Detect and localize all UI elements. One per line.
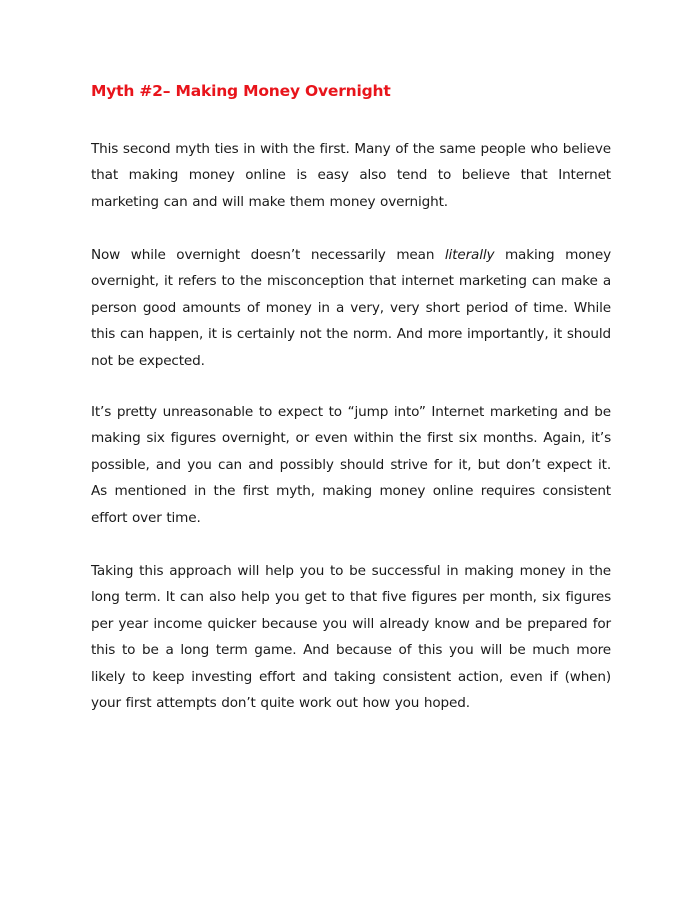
paragraph-3: It’s pretty unreasonable to expect to “jump into” Internet marketing and be making six figures overnight, or even within the first six months. Again, it’s possible, and you can and possibly should strive for it, but don’t expect it. As mentioned in the first myth, making money online requires consistent effort over time. (91, 404, 611, 526)
paragraph-4: Taking this approach will help you to be successful in making money in the long term. It can also help you get to that five figures per month, six figures per year income quicker because you will already know and be prepared for this to be a long term game. And because of this you will be much more likely to keep investing effort and taking consistent action, even if (when) your first attempts don’t quite work out how you hoped. (91, 563, 611, 712)
paragraph-2 (91, 242, 611, 374)
document-page (91, 79, 611, 712)
paragraph-2-after: making money overnight, it refers to the misconception that internet marketing can make a person good amounts of money in a very, very short period of time. While this can happen, it is certainly not the norm. And more importantly, it should not be expected. (91, 247, 611, 369)
section-heading: Myth #2– Making Money Overnight (91, 82, 391, 100)
paragraph-2-emphasis: literally (444, 247, 495, 263)
paragraph-2-before: Now while overnight doesn’t necessarily mean (91, 247, 445, 263)
paragraph-1: This second myth ties in with the first. Many of the same people who believe that making money online is easy also tend to believe that Internet marketing can and will make them money overnight. (91, 141, 611, 210)
